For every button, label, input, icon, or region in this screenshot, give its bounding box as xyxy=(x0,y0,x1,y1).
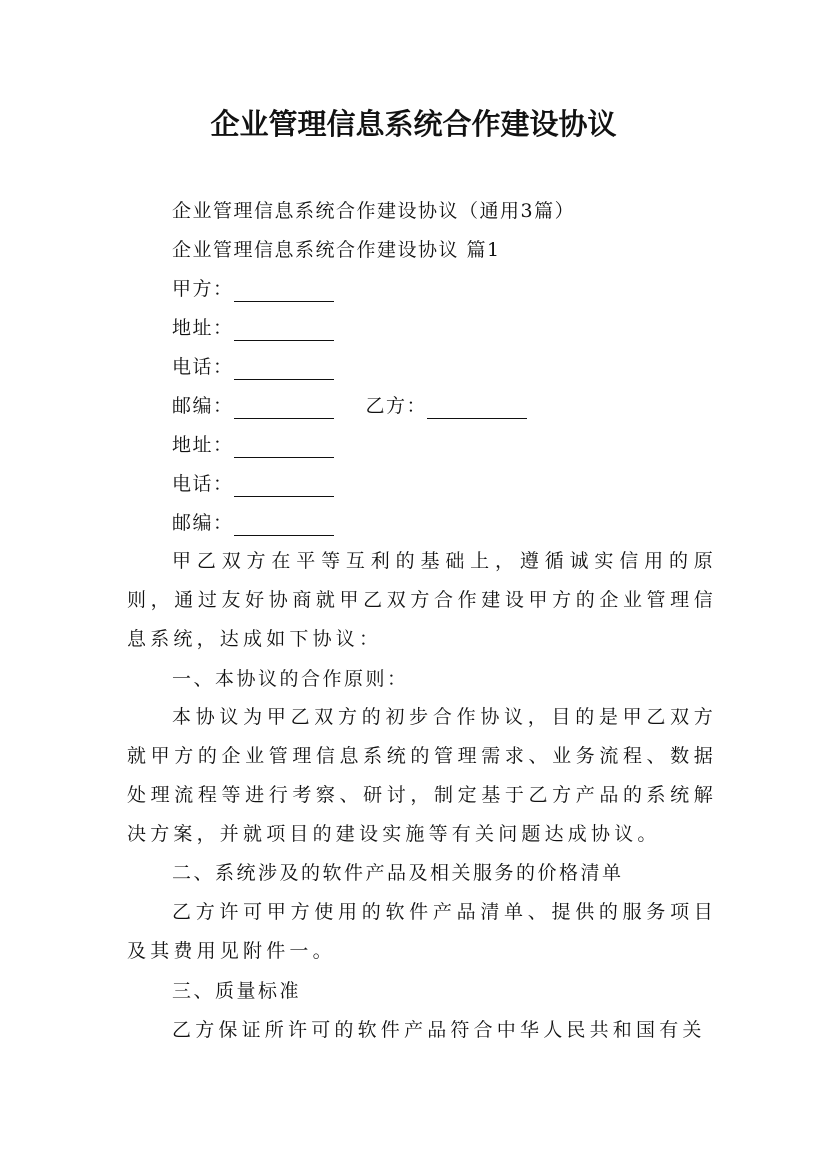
party-b-postcode-blank xyxy=(234,513,334,536)
document-title: 企业管理信息系统合作建设协议 xyxy=(210,107,617,141)
party-b-postcode-label: 邮编： xyxy=(172,512,234,534)
party-a-address-blank xyxy=(234,318,334,341)
intro-paragraph: 甲乙双方在平等互利的基础上，遵循诚实信用的原则，通过友好协商就甲乙双方合作建设甲方的企业管理信息系统，达成如下协议： xyxy=(127,550,717,650)
party-a-blank xyxy=(234,279,334,302)
party-a-postcode-line xyxy=(172,393,527,419)
party-a-address-line xyxy=(172,315,334,341)
clause-3-heading: 三、质量标准 xyxy=(172,980,302,1002)
clause-1-heading: 一、本协议的合作原则： xyxy=(172,668,409,690)
party-b-address-label: 地址： xyxy=(172,434,234,456)
party-b-address-blank xyxy=(234,435,334,458)
party-a-phone-blank xyxy=(234,357,334,380)
party-a-postcode-label: 邮编： xyxy=(172,395,234,417)
section-title: 企业管理信息系统合作建设协议 篇1 xyxy=(172,239,501,261)
clause-2-body: 乙方许可甲方使用的软件产品清单、提供的服务项目及其费用见附件一。 xyxy=(127,901,717,962)
party-b-address-line xyxy=(172,432,334,458)
party-a-line xyxy=(172,276,334,302)
party-a-postcode-blank xyxy=(234,396,334,419)
party-a-phone-line xyxy=(172,354,334,380)
clause-3-body: 乙方保证所许可的软件产品符合中华人民共和国有关 xyxy=(172,1019,706,1041)
party-a-label: 甲方： xyxy=(172,278,234,300)
party-b-phone-blank xyxy=(234,474,334,497)
party-a-phone-label: 电话： xyxy=(172,356,234,378)
clause-1-body: 本协议为甲乙双方的初步合作协议，目的是甲乙双方就甲方的企业管理信息系统的管理需求、业务流程、数据处理流程等进行考察、研讨，制定基于乙方产品的系统解决方案，并就项目的建设实施等有关问题达成协议。 xyxy=(127,706,717,845)
party-b-phone-line xyxy=(172,471,334,497)
party-b-phone-label: 电话： xyxy=(172,473,234,495)
document-subtitle: 企业管理信息系统合作建设协议（通用3篇） xyxy=(172,200,576,222)
party-b-label: 乙方： xyxy=(365,395,428,417)
clause-2-heading: 二、系统涉及的软件产品及相关服务的价格清单 xyxy=(172,862,624,884)
party-a-address-label: 地址： xyxy=(172,317,234,339)
party-b-postcode-line xyxy=(172,510,334,536)
party-b-blank xyxy=(427,396,527,419)
